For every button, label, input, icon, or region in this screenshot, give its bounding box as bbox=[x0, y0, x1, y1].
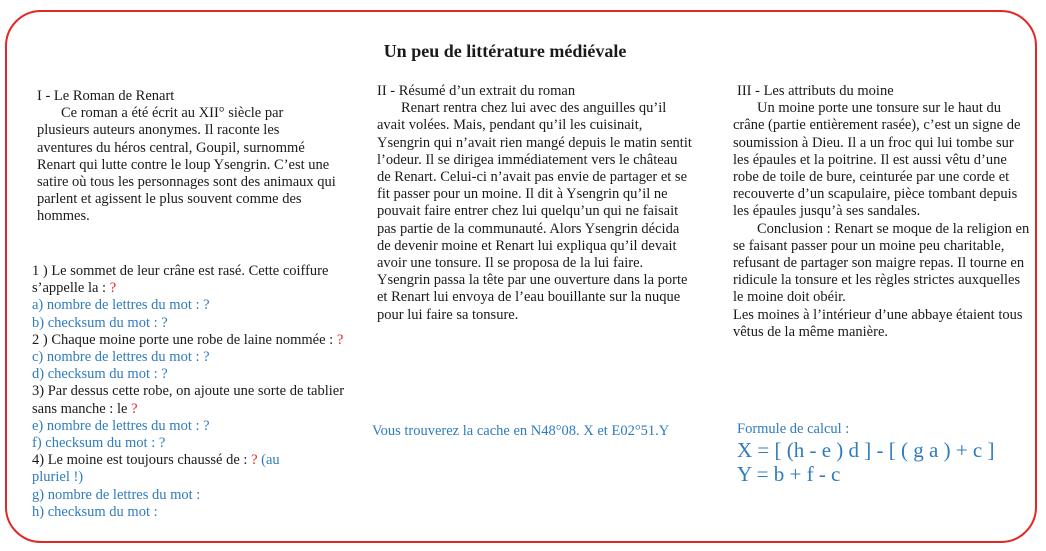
section3-closing: Les moines à l’intérieur d’une abbaye étaient tous vêtus de la même manière. bbox=[733, 306, 1023, 340]
question-4: 4) Le moine est toujours chaussé de : ? (au pluriel !) bbox=[32, 452, 280, 486]
section-resume bbox=[377, 83, 692, 324]
section1-heading: I - Le Roman de Renart bbox=[37, 88, 175, 104]
formula-y: Y = b + f - c bbox=[737, 462, 841, 487]
question-f: f) checksum du mot : ? bbox=[32, 435, 166, 452]
question-3: 3) Par dessus cette robe, on ajoute une sorte de tablier sans manche : le ? bbox=[32, 383, 345, 417]
section3-conclusion: Conclusion : Renart se moque de la religion en se faisant passer pour un moine peu charitable, refusant de partager son maigre repas. Il tourne en ridicule la tonsure et les règles strictes auxquelles le moine doit obéir. bbox=[733, 220, 1030, 306]
section1-paragraph: Ce roman a été écrit au XII° siècle par plusieurs auteurs anonymes. Il raconte les aventures du héros central, Goupil, surnommé Renart qui lutte contre le loup Ysengrin. C’est une satire où tous les personnages sont des animaux qui parlent et agissent le plus souvent comme des hommes. bbox=[37, 105, 336, 225]
question-a: a) nombre de lettres du mot : ? bbox=[32, 297, 210, 314]
section-roman-de-renart bbox=[37, 88, 337, 226]
question-2: 2 ) Chaque moine porte une robe de laine nommée : ? bbox=[32, 331, 344, 348]
section3-paragraph: Un moine porte une tonsure sur le haut du crâne (partie entièrement rasée), c’est un signe de soumission à Dieu. Il a un froc qui lui tombe sur les épaules et la poitrine. Il est aussi vêtu d’une robe de toile de bure, ceinturée par une corde et recouverte d’un scapulaire, pièce tombant depuis les épaules jusqu’à ses sandales. bbox=[733, 100, 1021, 220]
formula-block bbox=[737, 421, 1027, 486]
formula-x: X = [ (h - e ) d ] - [ ( g a ) + c ] bbox=[737, 438, 995, 463]
formula-label: Formule de calcul : bbox=[737, 421, 850, 437]
section2-heading: II - Résumé d’un extrait du roman bbox=[377, 83, 576, 99]
question-e: e) nombre de lettres du mot : ? bbox=[32, 417, 210, 434]
questions-block bbox=[32, 263, 352, 521]
cache-coordinates: Vous trouverez la cache en N48°08. X et E02°51.Y bbox=[372, 423, 670, 439]
section3-heading: III - Les attributs du moine bbox=[737, 83, 894, 99]
question-b: b) checksum du mot : ? bbox=[32, 314, 168, 331]
page-title: Un peu de littérature médiévale bbox=[383, 41, 627, 61]
section2-paragraph: Renart rentra chez lui avec des anguilles qu’il avait volées. Mais, pendant qu’il les cuisinait, Ysengrin qui n’avait rien mangé depuis le matin sentit l’odeur. Il se dirigea immédiatement vers le château de Renart. Celui-ci n’avait pas envie de partager et se fit passer pour un moine. Il dit à Ysengrin qu’il ne pouvait faire entrer chez lui quelqu’un qui ne faisait pas partie de la communauté. Alors Ysengrin décida de devenir moine et Renart lui expliqua qu’il devait avoir une tonsure. Il se proposa de la lui faire. Ysengrin passa la tête par une ouverture dans la porte et Renart lui envoya de l’eau bouillante sur la nuque pour lui faire sa tonsure. bbox=[377, 100, 692, 323]
question-g: g) nombre de lettres du mot : bbox=[32, 486, 201, 503]
question-1: 1 ) Le sommet de leur crâne est rasé. Cette coiffure s’appelle la : ? bbox=[32, 263, 329, 297]
question-c: c) nombre de lettres du mot : ? bbox=[32, 349, 210, 366]
question-d: d) checksum du mot : ? bbox=[32, 366, 168, 383]
question-h: h) checksum du mot : bbox=[32, 503, 158, 520]
section-attributs-moine bbox=[733, 83, 1033, 341]
